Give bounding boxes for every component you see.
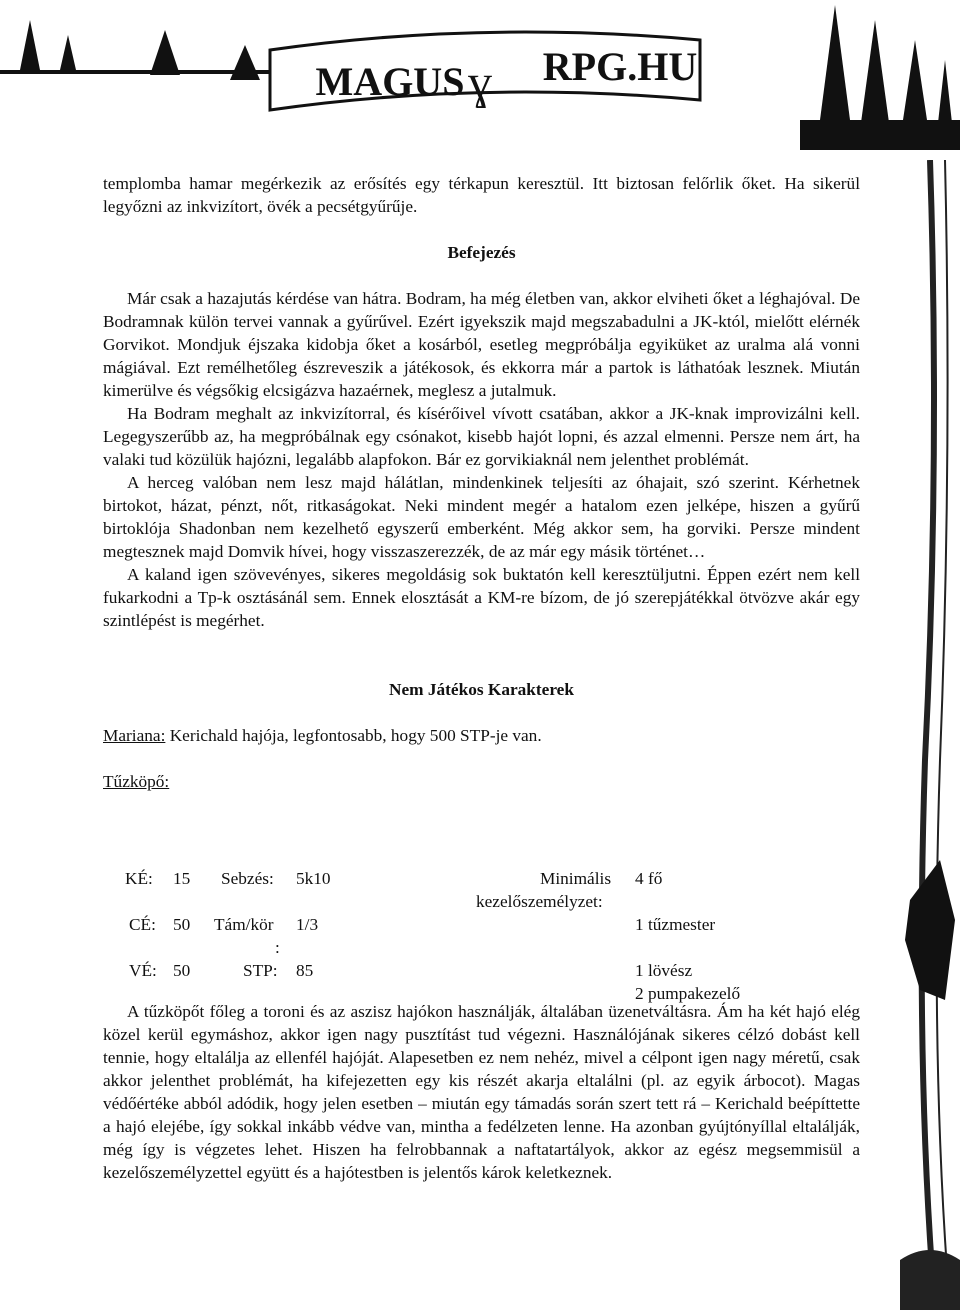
stat-ve-value: 50 <box>173 961 191 980</box>
logo-rpghu: RPG.HU <box>542 44 698 89</box>
stat-crew-4: 2 pumpakezelő <box>635 984 741 1003</box>
heading-npc: Nem Játékos Karakterek <box>389 680 574 699</box>
stat-stp-label: STP: <box>243 961 278 980</box>
npc-tuzkopo-label: Tűzköpő: <box>103 772 170 791</box>
castle-right-icon <box>800 5 960 150</box>
stat-min-label-2: kezelőszemélyzet: <box>476 892 603 911</box>
stat-tamkor-colon: : <box>275 938 280 957</box>
decorative-right-border <box>900 160 960 1310</box>
stats-row <box>103 867 860 913</box>
stat-stp-value: 85 <box>296 961 314 980</box>
stat-crew-2: 1 tűzmester <box>635 915 716 934</box>
stat-tamkor-label: Tám/kör <box>214 915 274 934</box>
npc-mariana <box>103 724 860 747</box>
document-body <box>103 172 860 793</box>
stat-ce-label: CÉ: <box>129 915 156 934</box>
stats-row <box>103 959 860 1005</box>
stat-crew-3: 1 lövész <box>635 961 693 980</box>
paragraph-herceg: A herceg valóban nem lesz majd hálátlan, mindenkinek teljesíti az óhajait, szó szerint. Kérhetnek birtokot, házat, pénzt, nőt, ritkaságokat. Neki mindent megér a hatalom ezen jelképe, hiszen a gyűrű birtoklója Shadonban nem kezelhető egyszerű emberként. Még akkor sem, ha gorviki. Persze mindent megtesznek majd Domvik hívei, hogy visszaszerezzék, de az már egy másik történet… <box>103 473 860 561</box>
stat-sebzes-label: Sebzés: <box>221 869 274 888</box>
stats-row <box>103 913 860 959</box>
heading-befejezes: Befejezés <box>447 243 516 262</box>
paragraph-intro: templomba hamar megérkezik az erősítés egy térkapun keresztül. Itt biztosan felőrlik őket. Ha sikerül legyőzni az inkvizítort, övék a pecsétgyűrűje. <box>103 174 860 216</box>
gargoyle-icon <box>905 860 955 1000</box>
npc-mariana-label: Mariana: <box>103 726 166 745</box>
stat-tamkor-value: 1/3 <box>296 915 319 934</box>
stats-table <box>103 867 860 1005</box>
paragraph-bodram: Ha Bodram meghalt az inkvizítorral, és kísérőivel vívott csatában, akkor a JK-knak improvizálni kell. Legegyszerűbb az, ha megpróbálnak egy csónakot, kisebb hajót lopni, és azzal elmenni. Persze nem árt, ha valaki tud közülük hajózni, legalább alapfokon. Bár ez gorvikiaknál nem jelenthet problémát. <box>103 404 860 469</box>
stat-min-label: Minimális <box>540 869 612 888</box>
stat-sebzes-value: 5k10 <box>296 869 331 888</box>
tuzkopo-description-text: A tűzköpőt főleg a toroni és az aszisz hajókon használják, általában üzenetváltásra. Ám ha két hajó elég közel kerül egymáshoz, akkor igen nagy pusztítást tud végezni. Használójának sikeres célzó dobást kell tennie, hogy eltalálja az ellenfél hajóját. Alapesetben ez nem nehéz, mivel a célpont igen nagy méretű, csak akkor jelenthet problémát, ha kifejezetten egy kis részét akarja eltalálni (pl. az egyik árbocot). Magas védőértéke abból adódik, hogy jelen esetben – miután egy támadás során szert tett rá – Kerichald beépíttette a hajó elejébe, így sokkal inkább védve van, mintha a fedélzeten lenne. Ha azonban gyújtónyíllal eltalálják, még így is végzetes lehet. Hiszen ha felrobbannak a naftatartályok, akkor az egész megsemmisül a kezelőszemélyzettel együtt és a hajótestben is jelentős károk keletkeznek. <box>103 1002 860 1182</box>
logo-magus: MAGUS <box>315 59 465 104</box>
paragraph-tuzkopo-description <box>103 1000 860 1184</box>
stat-ke-label: KÉ: <box>125 869 153 888</box>
paragraph-kaland: A kaland igen szövevényes, sikeres megoldásig sok buktatón kell keresztüljutni. Éppen ezért nem kell fukarkodni a Tp-k osztásánál sem. Ennek elosztását a KM-re bízom, de jó szerepjátékkal ötvözve akár egy szintlépést is megérhet. <box>103 565 860 630</box>
stat-ke-value: 15 <box>173 869 191 888</box>
paragraph-hazajutas: Már csak a hazajutás kérdése van hátra. Bodram, ha még életben van, akkor elviheti őket a léghajóval. De Bodramnak külön tervei vannak a gyűrűvel. Ezért igyekszik majd megszabadulni a JK-któl, mielőtt elérnék Gorvikot. Mondjuk éjszaka kidobja őket a kosárból, esetleg megpróbálja egyiküket az uralma alá vonni mágiával. Ezt remélhetőleg észreveszik a játékosok, és ekkorra már a partok is láthatóak lesznek. Miután kimerülve és végsőkig elcsigázva hazaérnek, meglesz a jutalmuk. <box>103 289 860 400</box>
npc-mariana-text: Kerichald hajója, legfontosabb, hogy 500 STP-je van. <box>165 726 542 745</box>
castle-left-icon <box>0 20 300 80</box>
svg-text:ɣ: ɣ <box>468 56 492 109</box>
skull-ornament-icon <box>900 1250 960 1310</box>
header-banner <box>0 0 960 160</box>
stat-crew-1: 4 fő <box>635 869 663 888</box>
stat-ve-label: VÉ: <box>129 961 157 980</box>
stat-ce-value: 50 <box>173 915 191 934</box>
